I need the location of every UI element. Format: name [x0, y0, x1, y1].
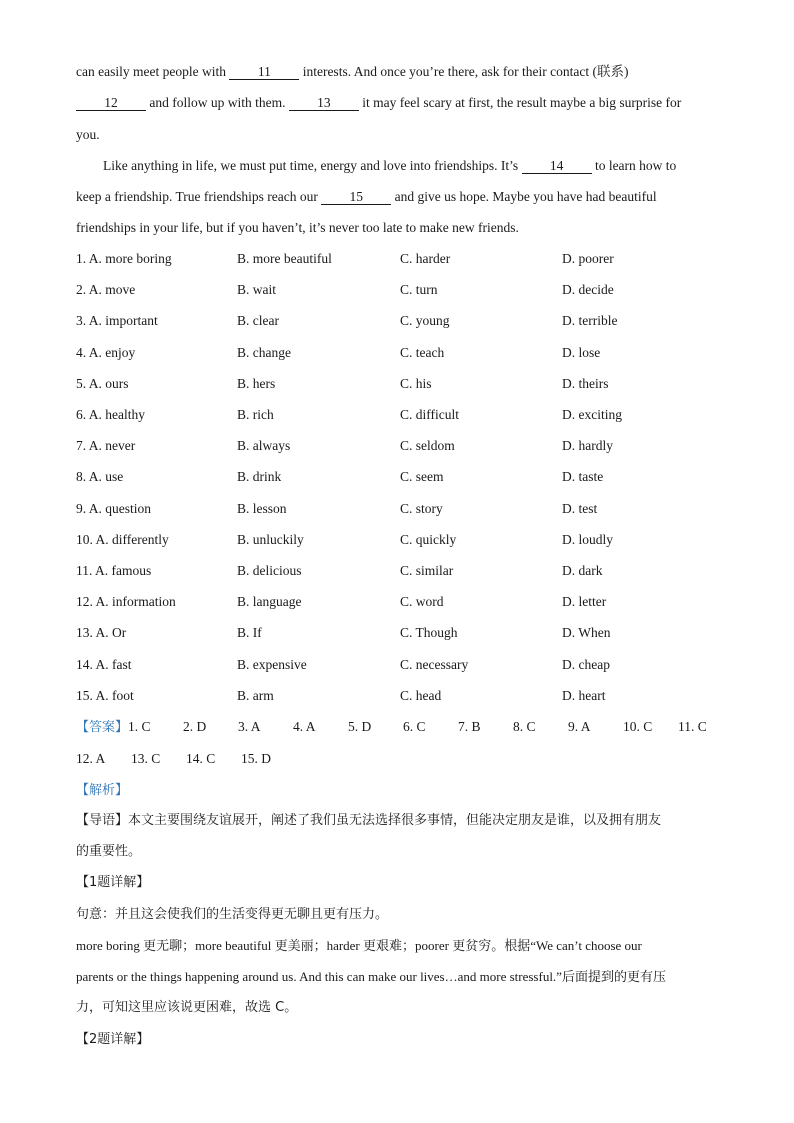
option-b: B. unluckily: [237, 531, 304, 547]
option-b: B. hers: [237, 375, 276, 391]
option-a: 14. A. fast: [76, 656, 132, 672]
option-d: D. test: [562, 500, 598, 516]
detail-1-text: parents or the things happening around us. And this can make our lives…and more stressful.”后面提到的更有压: [76, 969, 666, 984]
text: to learn how to: [591, 158, 677, 173]
option-a: 6. A. healthy: [76, 407, 145, 422]
option-b: B. delicious: [237, 563, 302, 578]
option-a: 3. A. important: [76, 313, 158, 329]
option-d: D. loudly: [562, 531, 614, 547]
option-b: B. expensive: [237, 656, 307, 672]
option-a: 11. A. famous: [76, 563, 152, 578]
analysis-label: 【解析】: [76, 783, 129, 798]
guide-line: [76, 812, 661, 830]
option-c: C. quickly: [400, 531, 457, 547]
option-b: B. change: [237, 344, 291, 360]
answer-item: 8. C: [513, 719, 536, 734]
option-a: 13. A. Or: [76, 625, 127, 641]
option-a: 8. A. use: [76, 469, 124, 485]
option-a: 1. A. more boring: [76, 251, 172, 266]
option-c: C. harder: [400, 251, 451, 266]
guide-line: 的重要性。: [76, 844, 142, 859]
option-b: B. lesson: [237, 500, 287, 516]
answer-row: [76, 750, 296, 768]
passage-line: [76, 63, 628, 81]
passage-line: [103, 157, 676, 175]
answer-label: 【答案】: [76, 720, 129, 735]
option-d: D. terrible: [562, 313, 618, 329]
option-c: C. turn: [400, 282, 438, 298]
option-d: D. cheap: [562, 656, 610, 672]
answer-item: 3. A: [238, 719, 261, 734]
answer-item: 1. C: [128, 719, 151, 734]
blank-14: 14: [522, 158, 592, 174]
option-b: B. always: [237, 438, 291, 454]
option-c: C. seem: [400, 469, 444, 485]
answer-item: 5. D: [348, 719, 372, 734]
option-a: 12. A. information: [76, 594, 176, 610]
passage-line: [76, 94, 681, 112]
option-a: 10. A. differently: [76, 531, 169, 547]
option-a: 2. A. move: [76, 282, 136, 298]
option-a: 9. A. question: [76, 500, 152, 516]
option-c: C. seldom: [400, 438, 455, 454]
blank-11: 11: [229, 64, 299, 80]
option-c: C. teach: [400, 344, 445, 360]
option-c: C. story: [400, 500, 443, 516]
blank-13: 13: [289, 95, 359, 111]
answer-item: 11. C: [678, 719, 707, 734]
option-d: D. hardly: [562, 438, 613, 454]
passage-line: friendships in your life, but if you haven’t, it’s never too late to make new friends.: [76, 220, 519, 235]
detail-1-text: 力，可知这里应该说更困难，故选 C。: [76, 1000, 298, 1015]
blank-15: 15: [321, 189, 391, 205]
passage-line: you.: [76, 127, 100, 142]
answer-item: 7. B: [458, 719, 481, 734]
analysis-heading: [76, 781, 128, 800]
detail-1-label: 【1题详解】: [76, 875, 150, 890]
option-d: D. exciting: [562, 407, 622, 422]
passage-line: [76, 188, 657, 206]
guide-text: 本文主要围绕友谊展开，阐述了我们虽无法选择很多事情，但能决定朋友是谁，以及拥有朋友: [128, 813, 662, 828]
detail-1-meaning: 句意：并且这会使我们的生活变得更无聊且更有压力。: [76, 907, 389, 922]
option-b: B. drink: [237, 469, 282, 485]
option-c: C. Though: [400, 625, 458, 641]
option-c: C. difficult: [400, 407, 459, 422]
option-c: C. young: [400, 313, 450, 329]
option-d: D. theirs: [562, 375, 609, 391]
option-d: D. lose: [562, 344, 601, 360]
blank-12: 12: [76, 95, 146, 111]
option-b: B. more beautiful: [237, 251, 332, 266]
answer-item: 14. C: [186, 751, 216, 766]
option-d: D. heart: [562, 687, 606, 703]
option-d: D. taste: [562, 469, 604, 485]
option-d: D. dark: [562, 563, 603, 578]
answer-item: 4. A: [293, 719, 316, 734]
answer-values: [128, 719, 733, 734]
text: it may feel scary at first, the result maybe a big surprise for: [358, 95, 682, 110]
option-a: 5. A. ours: [76, 375, 129, 391]
option-a: 4. A. enjoy: [76, 344, 136, 360]
answer-item: 6. C: [403, 719, 426, 734]
text: interests. And once you’re there, ask for their contact (联系): [299, 64, 629, 79]
answer-item: 15. D: [241, 751, 271, 766]
option-c: C. similar: [400, 563, 454, 578]
answer-item: 12. A: [76, 751, 106, 766]
option-b: B. If: [237, 625, 262, 641]
option-d: D. When: [562, 625, 611, 641]
option-b: B. rich: [237, 407, 274, 422]
guide-label: 【导语】: [76, 813, 129, 828]
detail-2-label: 【2题详解】: [76, 1032, 150, 1047]
option-b: B. language: [237, 594, 302, 610]
answer-item: 9. A: [568, 719, 591, 734]
text: can easily meet people with: [76, 64, 230, 79]
option-c: C. head: [400, 687, 442, 703]
option-a: 7. A. never: [76, 438, 136, 454]
text: keep a friendship. True friendships reach our: [76, 189, 322, 204]
answer-item: 2. D: [183, 719, 207, 734]
option-c: C. word: [400, 594, 444, 610]
detail-1-text: more boring 更无聊；more beautiful 更美丽；harder 更艰难；poorer 更贫穷。根据“We can’t choose our: [76, 938, 642, 953]
option-b: B. arm: [237, 687, 274, 703]
text: Like anything in life, we must put time, energy and love into friendships. It’s: [103, 158, 522, 173]
option-c: C. his: [400, 375, 432, 391]
answer-values: [76, 751, 296, 766]
option-c: C. necessary: [400, 656, 469, 672]
answer-item: 10. C: [623, 719, 653, 734]
answer-item: 13. C: [131, 751, 161, 766]
answer-row: [76, 718, 733, 737]
option-b: B. clear: [237, 313, 279, 329]
text: and give us hope. Maybe you have had beautiful: [391, 189, 657, 204]
option-b: B. wait: [237, 282, 276, 298]
option-d: D. poorer: [562, 251, 614, 266]
option-d: D. decide: [562, 282, 614, 298]
option-d: D. letter: [562, 594, 607, 610]
option-a: 15. A. foot: [76, 687, 134, 703]
text: and follow up with them.: [146, 95, 289, 110]
